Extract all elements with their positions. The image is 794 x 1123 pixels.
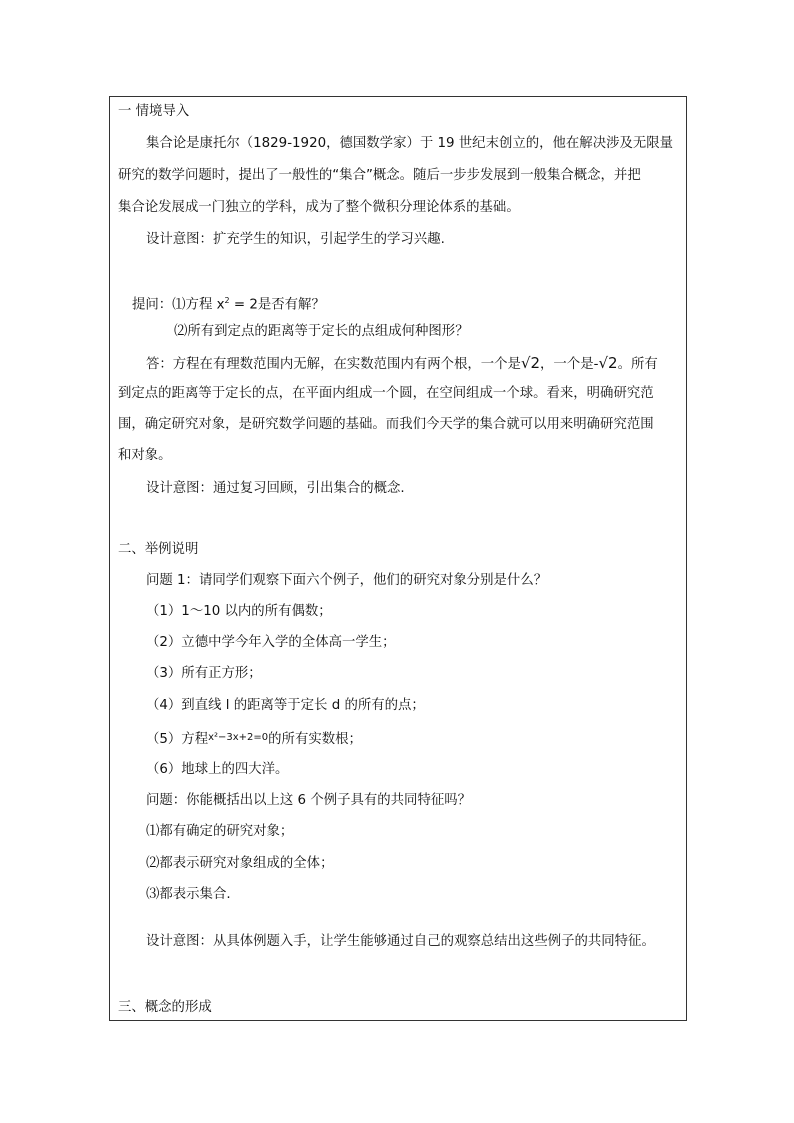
section2-heading: 二、举例说明 <box>118 542 199 557</box>
intro-paragraph-line-3: 集合论发展成一门独立的学科，成为了整个微积分理论体系的基础。 <box>118 200 520 215</box>
example-item-3: （3）所有正方形； <box>146 666 262 681</box>
problem-1: 问题 1：请同学们观察下面六个例子，他们的研究对象分别是什么？ <box>146 573 548 588</box>
example-item-1: （1）1～10 以内的所有偶数； <box>146 604 332 619</box>
example-item-5: （5）方程$^{x^2-3x+2=0}$的所有实数根； <box>146 732 362 747</box>
example-item-6: （6）地球上的四大洋。 <box>146 762 289 777</box>
answer-line-3: 围，确定研究对象，是研究数学问题的基础。而我们今天学的集合就可以用来明确研究范围 <box>118 417 654 432</box>
intro-paragraph-line-1: 集合论是康托尔（1829-1920，德国数学家）于 19 世纪末创立的，他在解决涉及无限量 <box>146 136 674 151</box>
answer-line-4: 和对象。 <box>118 448 172 463</box>
feature-2: ⑵都表示研究对象组成的全体； <box>146 856 334 871</box>
intro-paragraph-line-2: 研究的数学问题时，提出了一般性的“集合”概念。随后一步步发展到一般集合概念，并把 <box>118 168 641 183</box>
question-2: ⑵所有到定点的距离等于定长的点组成何种图形？ <box>174 324 469 339</box>
answer-line-2: 到定点的距离等于定长的点，在平面内组成一个圆，在空间组成一个球。看来，明确研究范 <box>118 386 654 401</box>
answer-line-1: 答：方程在有理数范围内无解，在实数范围内有两个根，一个是√2，一个是-√2。所有 <box>146 354 658 372</box>
equation: x²−3x+2=0 <box>208 732 269 743</box>
example-item-2: （2）立德中学今年入学的全体高一学生； <box>146 635 396 650</box>
feature-3: ⑶都表示集合. <box>146 887 231 902</box>
design-intent-1: 设计意图：扩充学生的知识，引起学生的学习兴趣. <box>146 232 445 247</box>
example-item-4: （4）到直线 l 的距离等于定长 d 的所有的点； <box>146 698 425 713</box>
design-intent-2: 设计意图：通过复习回顾，引出集合的概念. <box>146 481 405 496</box>
section3-heading: 三、概念的形成 <box>118 1000 212 1015</box>
section1-heading: 一 情境导入 <box>118 104 190 119</box>
problem-2: 问题：你能概括出以上这 6 个例子具有的共同特征吗？ <box>146 793 472 808</box>
feature-1: ⑴都有确定的研究对象； <box>146 824 294 839</box>
question-1: 提问：⑴方程 $x^2 = 2$是否有解？ <box>132 296 325 313</box>
design-intent-3: 设计意图：从具体例题入手，让学生能够通过自己的观察总结出这些例子的共同特征。 <box>146 934 655 949</box>
